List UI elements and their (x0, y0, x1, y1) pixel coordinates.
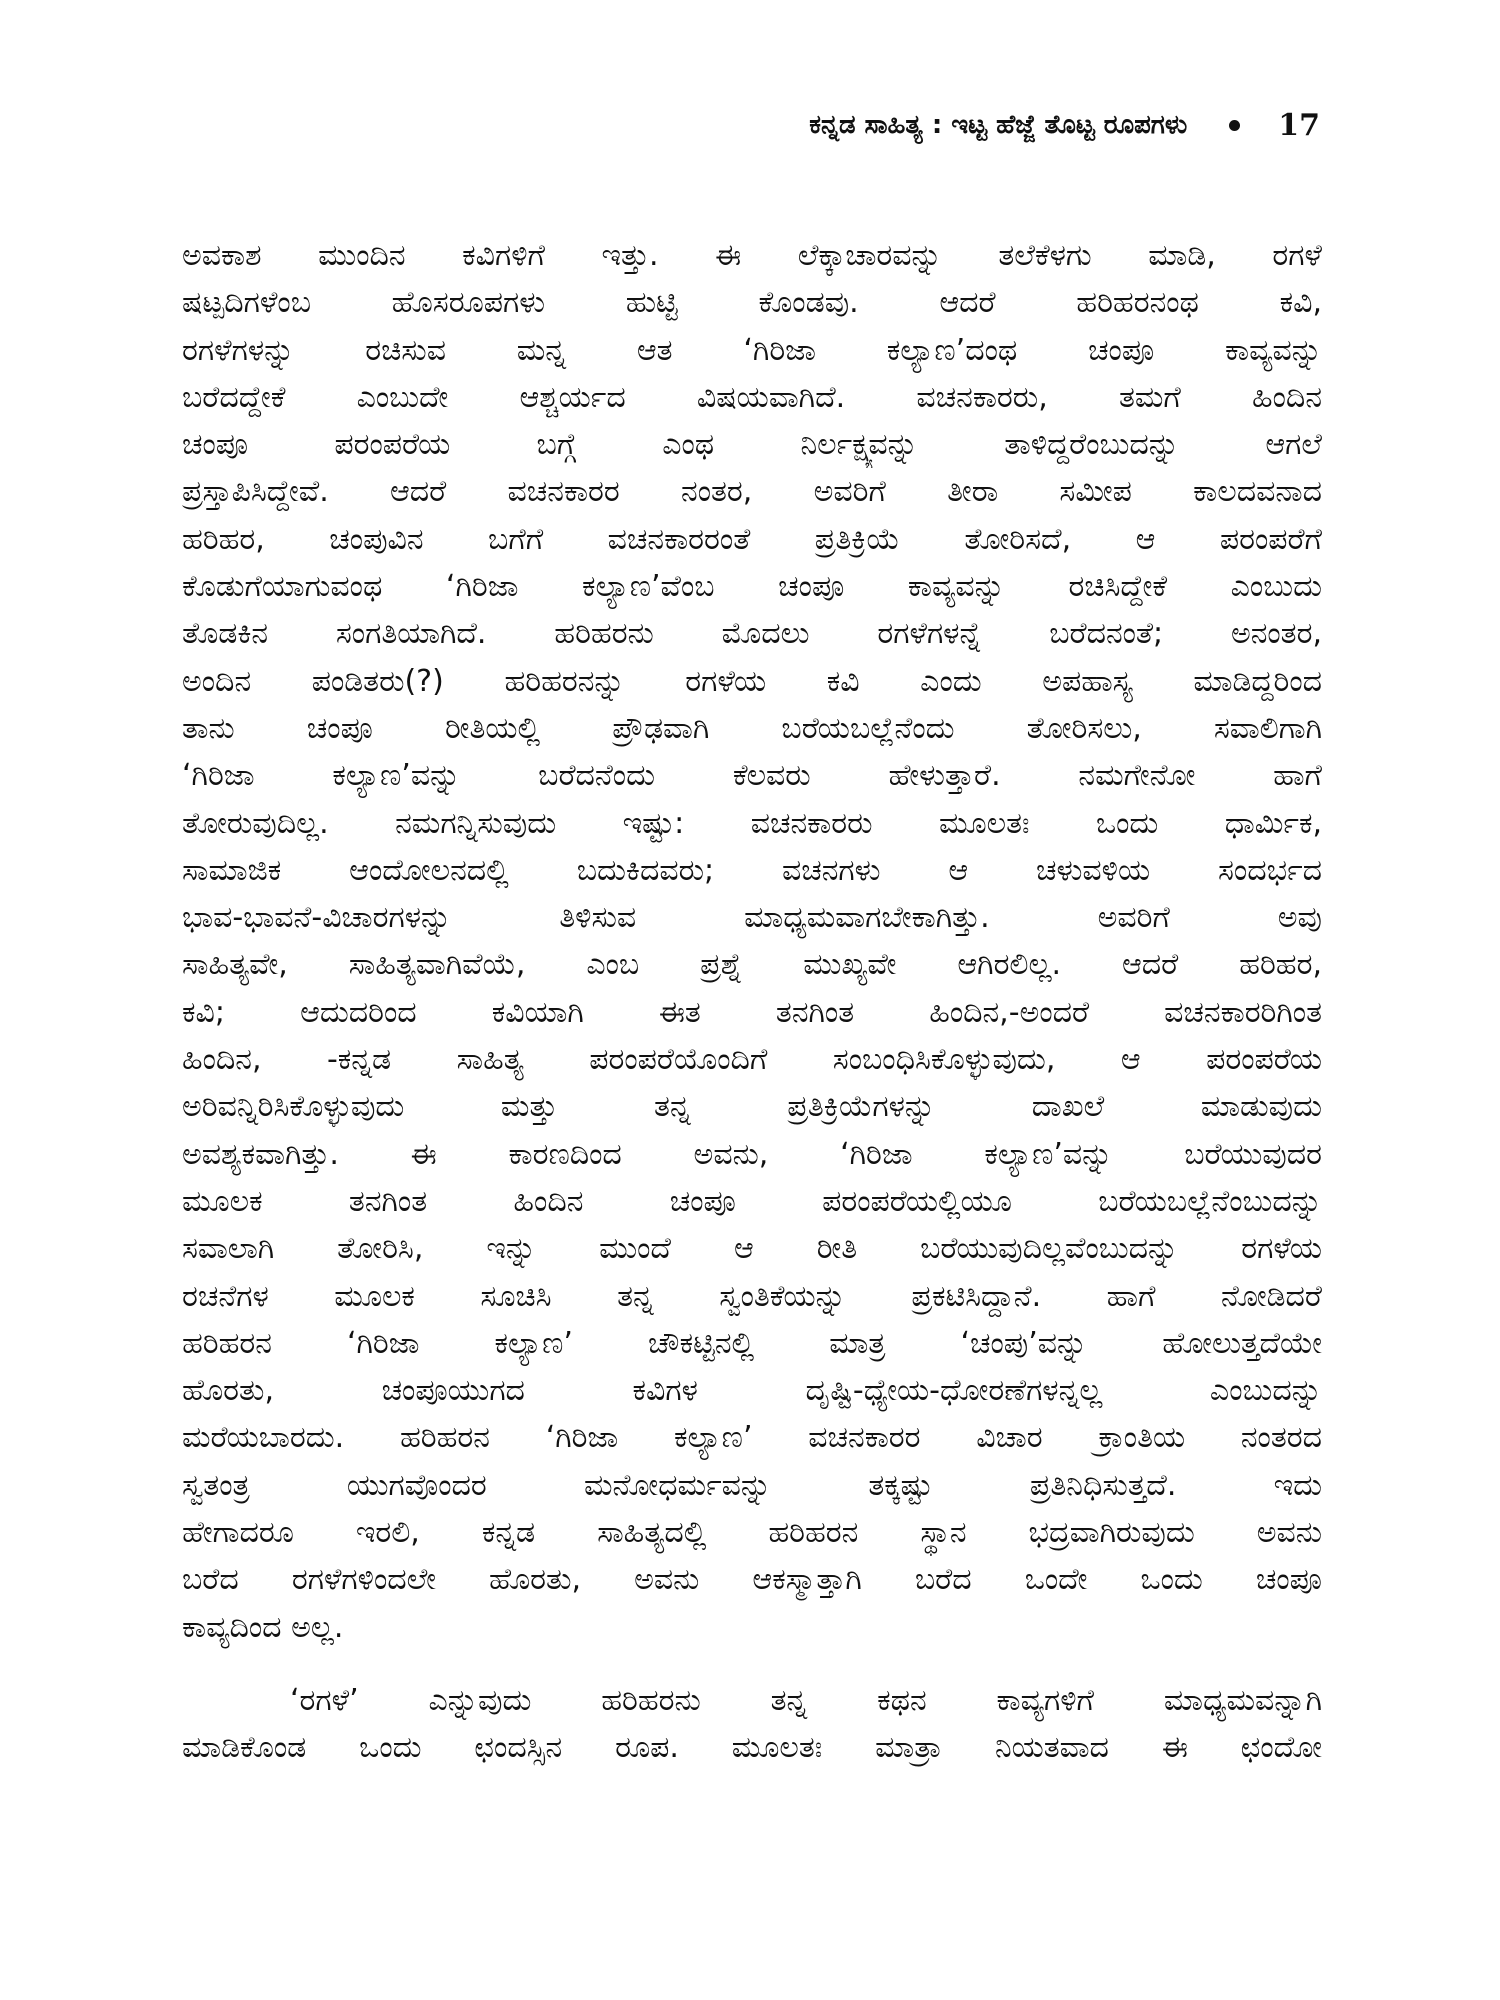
text-line: ಚಂಪೂ ಪರಂಪರೆಯ ಬಗ್ಗೆ ಎಂಥ ನಿರ್ಲಕ್ಷ್ಯವನ್ನು ತಾಳಿದ್ದರೆಂಬುದನ್ನು ಆಗಲೆ (182, 427, 1322, 463)
text-line: ಹರಿಹರ, ಚಂಪುವಿನ ಬಗೆಗೆ ವಚನಕಾರರಂತೆ ಪ್ರತಿಕ್ರಿಯೆ ತೋರಿಸದೆ, ಆ ಪರಂಪರೆಗೆ (182, 521, 1322, 557)
running-header (640, 105, 1320, 145)
text-line: ಅವಕಾಶ ಮುಂದಿನ ಕವಿಗಳಿಗೆ ಇತ್ತು. ಈ ಲೆಕ್ಕಾಚಾರವನ್ನು ತಲೆಕೆಳಗು ಮಾಡಿ, ರಗಳೆ (182, 238, 1322, 273)
text-line: ಹೊರತು, ಚಂಪೂಯುಗದ ಕವಿಗಳ ದೃಷ್ಟಿ-ಧ್ಯೇಯ-ಧೋರಣೆಗಳನ್ನಲ್ಲ ಎಂಬುದನ್ನು (182, 1373, 1322, 1409)
text-line: ಅರಿವನ್ನಿರಿಸಿಕೊಳ್ಳುವುದು ಮತ್ತು ತನ್ನ ಪ್ರತಿಕ್ರಿಯೆಗಳನ್ನು ದಾಖಲೆ ಮಾಡುವುದು (182, 1089, 1322, 1125)
text-line: ಬರೆದ ರಗಳೆಗಳಿಂದಲೇ ಹೊರತು, ಅವನು ಆಕಸ್ಮಾತ್ತಾಗಿ ಬರೆದ ಒಂದೇ ಒಂದು ಚಂಪೂ (182, 1562, 1322, 1598)
text-line: ಭಾವ-ಭಾವನೆ-ವಿಚಾರಗಳನ್ನು ತಿಳಿಸುವ ಮಾಧ್ಯಮವಾಗಬೇಕಾಗಿತ್ತು. ಅವರಿಗೆ ಅವು (182, 900, 1322, 936)
paragraph-gap (182, 1651, 1322, 1677)
text-line: ಕಾವ್ಯದಿಂದ ಅಲ್ಲ. (182, 1609, 344, 1645)
text-line: ಹಿಂದಿನ, -ಕನ್ನಡ ಸಾಹಿತ್ಯ ಪರಂಪರೆಯೊಂದಿಗೆ ಸಂಬಂಧಿಸಿಕೊಳ್ಳುವುದು, ಆ ಪರಂಪರೆಯ (182, 1042, 1322, 1078)
text-line: ‘ಗಿರಿಜಾ ಕಲ್ಯಾಣ’ವನ್ನು ಬರೆದನೆಂದು ಕೆಲವರು ಹೇಳುತ್ತಾರೆ. ನಮಗೇನೋ ಹಾಗೆ (182, 758, 1322, 794)
bullet-separator (1229, 120, 1240, 131)
text-line: ‘ರಗಳೆ’ ಎನ್ನುವುದು ಹರಿಹರನು ತನ್ನ ಕಥನ ಕಾವ್ಯಗಳಿಗೆ ಮಾಧ್ಯಮವನ್ನಾಗಿ (290, 1682, 1322, 1718)
text-line: ಷಟ್ಪದಿಗಳೆಂಬ ಹೊಸರೂಪಗಳು ಹುಟ್ಟಿ ಕೊಂಡವು. ಆದರೆ ಹರಿಹರನಂಥ ಕವಿ, (182, 285, 1322, 321)
text-line: ಪ್ರಸ್ತಾಪಿಸಿದ್ದೇವೆ. ಆದರೆ ವಚನಕಾರರ ನಂತರ, ಅವರಿಗೆ ತೀರಾ ಸಮೀಪ ಕಾಲದವನಾದ (182, 474, 1322, 510)
text-line: ಕೊಡುಗೆಯಾಗುವಂಥ ‘ಗಿರಿಜಾ ಕಲ್ಯಾಣ’ವೆಂಬ ಚಂಪೂ ಕಾವ್ಯವನ್ನು ರಚಿಸಿದ್ದೇಕೆ ಎಂಬುದು (182, 569, 1322, 605)
text-line: ಅವಶ್ಯಕವಾಗಿತ್ತು. ಈ ಕಾರಣದಿಂದ ಅವನು, ‘ಗಿರಿಜಾ ಕಲ್ಯಾಣ’ವನ್ನು ಬರೆಯುವುದರ (182, 1136, 1322, 1172)
text-line: ಸಾಮಾಜಿಕ ಆಂದೋಲನದಲ್ಲಿ ಬದುಕಿದವರು; ವಚನಗಳು ಆ ಚಳುವಳಿಯ ಸಂದರ್ಭದ (182, 852, 1322, 888)
text-line: ಬರೆದದ್ದೇಕೆ ಎಂಬುದೇ ಆಶ್ಚರ್ಯದ ವಿಷಯವಾಗಿದೆ. ವಚನಕಾರರು, ತಮಗೆ ಹಿಂದಿನ (182, 379, 1322, 415)
text-line: ಮಾಡಿಕೊಂಡ ಒಂದು ಛಂದಸ್ಸಿನ ರೂಪ. ಮೂಲತಃ ಮಾತ್ರಾ ನಿಯತವಾದ ಈ ಛಂದೋ (182, 1730, 1322, 1766)
text-line: ಸವಾಲಾಗಿ ತೋರಿಸಿ, ಇನ್ನು ಮುಂದೆ ಆ ರೀತಿ ಬರೆಯುವುದಿಲ್ಲವೆಂಬುದನ್ನು ರಗಳೆಯ (182, 1231, 1322, 1267)
text-line: ರಗಳೆಗಳನ್ನು ರಚಿಸುವ ಮನ್ನ ಆತ ‘ಗಿರಿಜಾ ಕಲ್ಯಾಣ’ದಂಥ ಚಂಪೂ ಕಾವ್ಯವನ್ನು (182, 332, 1322, 368)
text-line: ಅಂದಿನ ಪಂಡಿತರು(?) ಹರಿಹರನನ್ನು ರಗಳೆಯ ಕವಿ ಎಂದು ಅಪಹಾಸ್ಯ ಮಾಡಿದ್ದರಿಂದ (182, 663, 1322, 699)
text-line: ಸ್ವತಂತ್ರ ಯುಗವೊಂದರ ಮನೋಧರ್ಮವನ್ನು ತಕ್ಕಷ್ಟು ಪ್ರತಿನಿಧಿಸುತ್ತದೆ. ಇದು (182, 1467, 1322, 1503)
paragraph-1 (182, 232, 1322, 1651)
text-line: ಮೂಲಕ ತನಗಿಂತ ಹಿಂದಿನ ಚಂಪೂ ಪರಂಪರೆಯಲ್ಲಿಯೂ ಬರೆಯಬಲ್ಲೆನೆಂಬುದನ್ನು (182, 1183, 1322, 1219)
book-title: ಕನ್ನಡ ಸಾಹಿತ್ಯ : ಇಟ್ಟ ಹೆಜ್ಜೆ ತೊಟ್ಟ ರೂಪಗಳು (809, 109, 1188, 140)
paragraph-2 (182, 1677, 1322, 1772)
text-line: ರಚನೆಗಳ ಮೂಲಕ ಸೂಚಿಸಿ ತನ್ನ ಸ್ವಂತಿಕೆಯನ್ನು ಪ್ರಕಟಿಸಿದ್ದಾನೆ. ಹಾಗೆ ನೋಡಿದರೆ (182, 1278, 1322, 1314)
text-line: ತೋರುವುದಿಲ್ಲ. ನಮಗನ್ನಿಸುವುದು ಇಷ್ಟು: ವಚನಕಾರರು ಮೂಲತಃ ಒಂದು ಧಾರ್ಮಿಕ, (182, 805, 1322, 841)
body-text (182, 232, 1322, 1772)
text-line: ಸಾಹಿತ್ಯವೇ, ಸಾಹಿತ್ಯವಾಗಿವೆಯೆ, ಎಂಬ ಪ್ರಶ್ನೆ ಮುಖ್ಯವೇ ಆಗಿರಲಿಲ್ಲ. ಆದರೆ ಹರಿಹರ, (182, 947, 1322, 983)
text-line: ತಾನು ಚಂಪೂ ರೀತಿಯಲ್ಲಿ ಪ್ರೌಢವಾಗಿ ಬರೆಯಬಲ್ಲೆನೆಂದು ತೋರಿಸಲು, ಸವಾಲಿಗಾಗಿ (182, 710, 1322, 746)
text-line: ತೊಡಕಿನ ಸಂಗತಿಯಾಗಿದೆ. ಹರಿಹರನು ಮೊದಲು ರಗಳೆಗಳನ್ನೆ ಬರೆದನಂತೆ; ಅನಂತರ, (182, 616, 1322, 652)
text-line: ಕವಿ; ಆದುದರಿಂದ ಕವಿಯಾಗಿ ಈತ ತನಗಿಂತ ಹಿಂದಿನ,-ಅಂದರೆ ವಚನಕಾರರಿಗಿಂತ (182, 994, 1322, 1030)
page-number: 17 (1278, 107, 1320, 143)
text-line: ಹರಿಹರನ ‘ಗಿರಿಜಾ ಕಲ್ಯಾಣ’ ಚೌಕಟ್ಟಿನಲ್ಲಿ ಮಾತ್ರ ‘ಚಂಪು’ವನ್ನು ಹೋಲುತ್ತದೆಯೇ (182, 1325, 1322, 1361)
text-line: ಮರೆಯಬಾರದು. ಹರಿಹರನ ‘ಗಿರಿಜಾ ಕಲ್ಯಾಣ’ ವಚನಕಾರರ ವಿಚಾರ ಕ್ರಾಂತಿಯ ನಂತರದ (182, 1420, 1322, 1456)
text-line: ಹೇಗಾದರೂ ಇರಲಿ, ಕನ್ನಡ ಸಾಹಿತ್ಯದಲ್ಲಿ ಹರಿಹರನ ಸ್ಥಾನ ಭದ್ರವಾಗಿರುವುದು ಅವನು (182, 1515, 1322, 1551)
